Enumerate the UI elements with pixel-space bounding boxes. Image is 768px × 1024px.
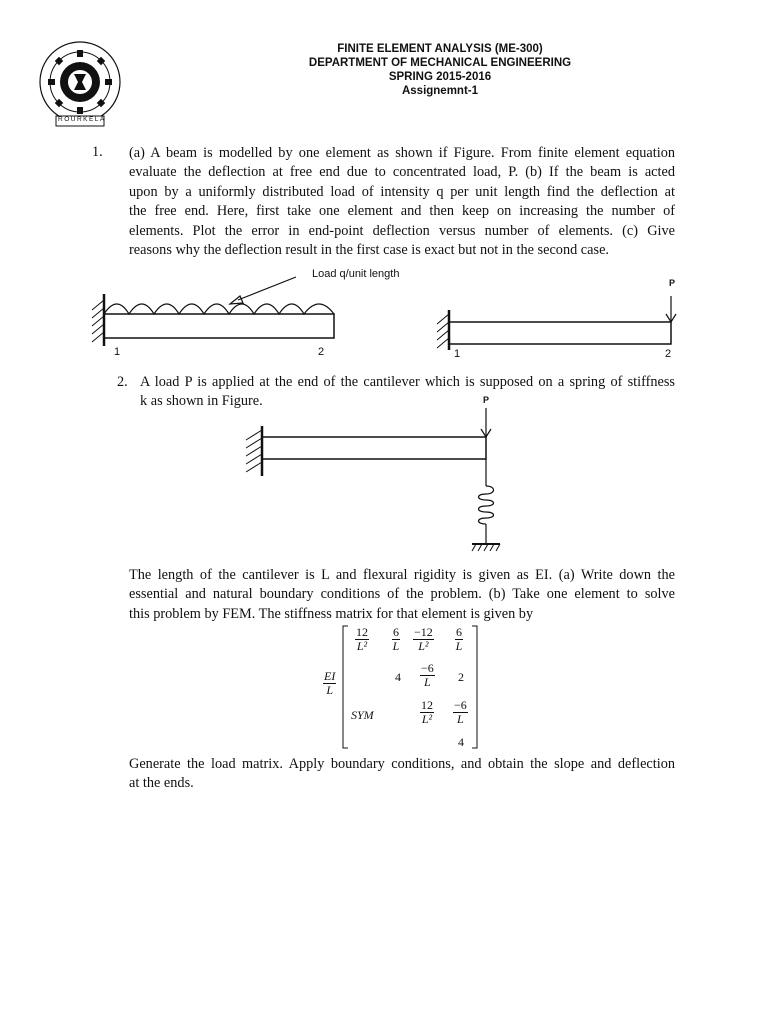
q1-line: evaluate the deflection at free end due to concentrated load, P. (b) If the beam is acted xyxy=(129,164,675,181)
point-load-label: P xyxy=(669,278,676,288)
logo-city-text: ROURKELA xyxy=(58,116,106,123)
udl-node-2-label: 2 xyxy=(318,346,325,358)
matrix-cell xyxy=(392,626,400,654)
cell-num: −6 xyxy=(454,698,467,712)
question-2-number: 2. xyxy=(117,374,128,390)
prefactor-numerator: EI xyxy=(324,669,336,683)
cell-num: 6 xyxy=(393,625,399,639)
cell-num: 6 xyxy=(456,625,462,639)
q2-line: The length of the cantilever is L and flexural rigidity is given as EI. (a) Write down the xyxy=(129,567,675,583)
question-2-intro-line: k as shown in Figure. xyxy=(140,393,263,409)
cell-den: L xyxy=(392,639,400,653)
spring-figure-load-label: P xyxy=(483,395,490,405)
cell-den: L xyxy=(424,675,431,689)
q1-line: elements. Plot the error in end-point deflection versus number of elements. (c) Give xyxy=(129,222,675,239)
department-title: DEPARTMENT OF MECHANICAL ENGINEERING xyxy=(308,57,572,69)
matrix-cell xyxy=(355,626,369,654)
cell-den: L xyxy=(455,639,463,653)
cell-num: −12 xyxy=(414,625,433,639)
question-1-number: 1. xyxy=(92,144,103,160)
matrix-cell: 2 xyxy=(458,670,464,684)
course-title: FINITE ELEMENT ANALYSIS (ME-300) xyxy=(337,43,543,55)
figure-udl-cantilever xyxy=(80,266,350,352)
q2-final-line: Generate the load matrix. Apply boundary conditions, and obtain the slope and deflection xyxy=(129,756,675,772)
prefactor-denominator: L xyxy=(326,683,333,697)
question-2-paragraph xyxy=(129,566,675,624)
question-2-final xyxy=(129,755,675,794)
cell-num: 12 xyxy=(421,698,433,712)
q1-line: (a) A beam is modelled by one element as shown if Figure. From finite element equation xyxy=(129,145,675,161)
matrix-cell xyxy=(420,662,435,690)
point-node-2-label: 2 xyxy=(665,348,672,360)
question-1-text xyxy=(129,144,675,260)
term-title: SPRING 2015-2016 xyxy=(388,71,492,83)
udl-node-1-label: 1 xyxy=(114,346,121,358)
q2-final-line: at the ends. xyxy=(129,775,194,792)
q1-line: reasons why the deflection result in the first case is exact but not in the second case. xyxy=(129,242,609,259)
assignment-title: Assignemnt-1 xyxy=(401,85,479,97)
cell-den: L xyxy=(457,712,464,726)
matrix-cell xyxy=(413,626,434,654)
q1-line: upon by a uniformly distributed load of intensity q per unit length find the deflection at xyxy=(129,183,675,200)
matrix-cell: 4 xyxy=(458,735,464,749)
matrix-cell xyxy=(455,626,463,654)
cell-den: L² xyxy=(356,639,368,653)
q1-line: the free end. Here, first take one element and then keep on increasing the number of xyxy=(129,203,675,220)
figure-spring-cantilever xyxy=(232,400,512,560)
udl-load-label: Load q/unit length xyxy=(312,268,400,280)
cell-num: 12 xyxy=(356,625,368,639)
figure-point-load-cantilever xyxy=(425,290,685,352)
cell-den: L² xyxy=(418,639,429,653)
matrix-prefactor xyxy=(323,670,336,698)
cell-den: L² xyxy=(421,712,433,726)
matrix-cell xyxy=(453,699,468,727)
point-node-1-label: 1 xyxy=(454,348,461,360)
cell-num: −6 xyxy=(421,661,434,675)
q2-line: this problem by FEM. The stiffness matrix for that element is given by xyxy=(129,605,534,622)
question-2-intro-line: A load P is applied at the end of the cantilever which is supposed on a spring of stiffness xyxy=(140,374,675,390)
q2-line: essential and natural boundary conditions of the problem. (b) Take one element to solve xyxy=(129,586,675,603)
matrix-sym-label: SYM xyxy=(351,708,374,722)
matrix-cell xyxy=(420,699,434,727)
matrix-cell: 4 xyxy=(395,670,401,684)
